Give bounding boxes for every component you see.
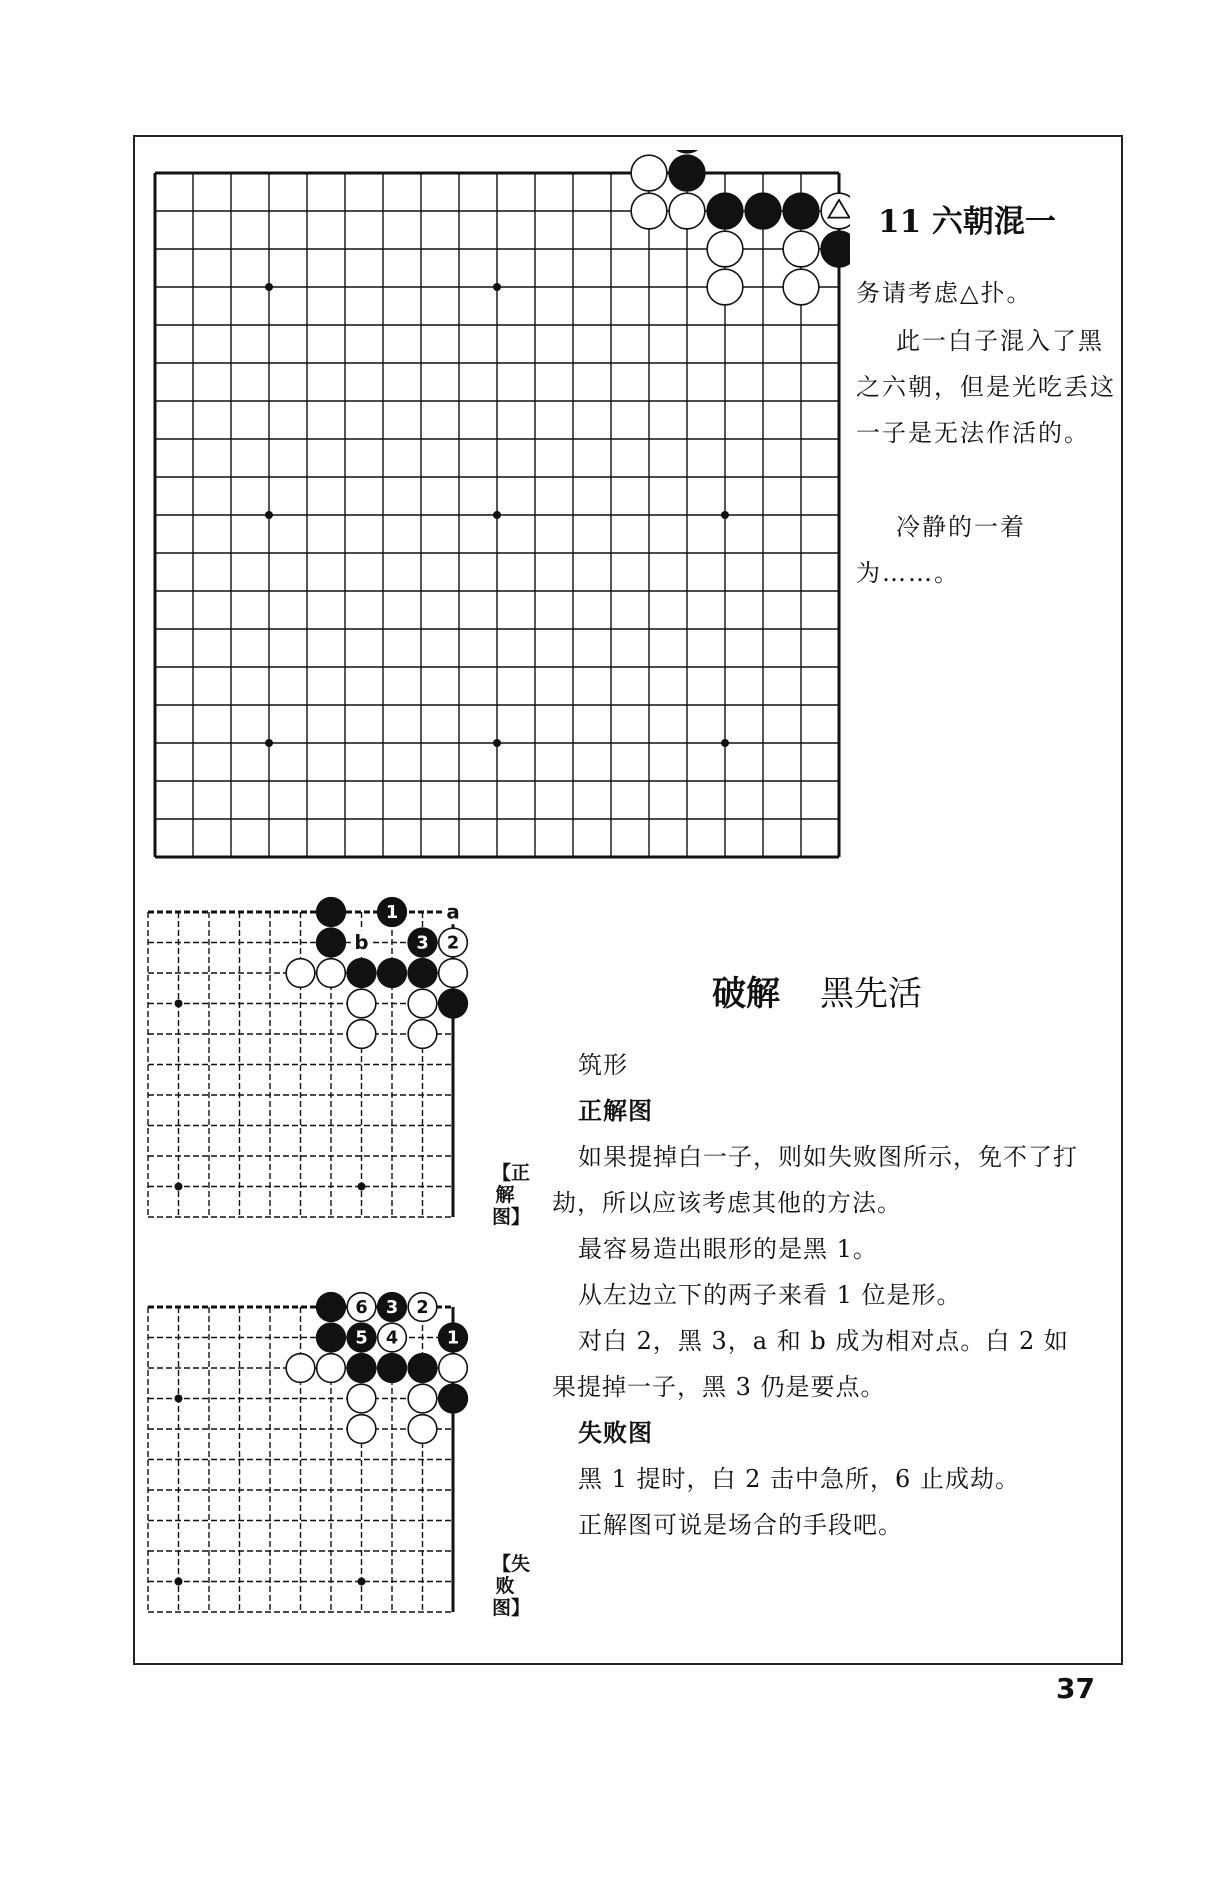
stone-disc	[408, 989, 437, 1018]
stone-disc	[317, 1323, 346, 1352]
white-stone	[669, 193, 705, 229]
stone-disc	[317, 898, 346, 927]
stone-disc	[378, 959, 407, 988]
black-stone	[439, 1384, 468, 1413]
stone-disc	[439, 1354, 468, 1383]
white-stone	[408, 989, 437, 1018]
white-stone	[286, 1354, 315, 1383]
white-stone	[707, 269, 743, 305]
black-stone	[347, 1354, 376, 1383]
white-stone	[439, 1354, 468, 1383]
solution-paragraph-1: 如果提掉白一子，则如失败图所示，免不了打劫，所以应该考虑其他的方法。	[552, 1143, 1078, 1217]
stone-disc	[783, 231, 819, 267]
white-stone	[317, 1354, 346, 1383]
stone-disc	[669, 155, 705, 191]
solution-task: 黑先活	[820, 974, 922, 1014]
black-stone	[707, 193, 743, 229]
problem-intro: 务请考虑△扑。	[856, 279, 1033, 307]
white-stone	[821, 193, 850, 229]
stone-disc	[347, 1415, 376, 1444]
stone-disc	[707, 231, 743, 267]
stone-number: 1	[446, 1328, 460, 1349]
star-point	[358, 1578, 366, 1586]
failure-diagram-board	[145, 1290, 490, 1660]
failure-diagram-label: 【失败图】	[492, 1553, 531, 1619]
star-point	[175, 1000, 183, 1008]
white-stone	[347, 1415, 376, 1444]
star-point	[358, 1183, 366, 1191]
black-stone	[439, 1323, 468, 1352]
star-point	[721, 739, 729, 747]
black-stone	[317, 1323, 346, 1352]
white-stone	[783, 231, 819, 267]
solution-heading	[712, 966, 922, 1015]
white-stone	[707, 231, 743, 267]
stone-disc	[347, 1020, 376, 1049]
white-stone	[347, 989, 376, 1018]
white-stone	[783, 269, 819, 305]
stone-disc	[707, 269, 743, 305]
star-point	[493, 511, 501, 519]
solution-paragraph-3: 从左边立下的两子来看 1 位是形。	[578, 1281, 962, 1309]
black-stone	[317, 1293, 346, 1322]
black-stone	[439, 989, 468, 1018]
shape-label: 筑形	[578, 1051, 628, 1079]
solution-heading-text: 破解	[712, 974, 780, 1014]
stone-disc	[631, 193, 667, 229]
black-stone	[745, 193, 781, 229]
black-stone	[317, 898, 346, 927]
problem-board	[140, 150, 850, 860]
stone-number: 3	[416, 933, 429, 954]
stone-disc	[669, 150, 705, 153]
solution-paragraph-4: 对白 2，黑 3，a 和 b 成为相对点。白 2 如果提掉一子，黑 3 仍是要点。	[552, 1327, 1069, 1401]
white-stone	[347, 1020, 376, 1049]
stone-disc	[821, 231, 850, 267]
stone-disc	[408, 1415, 437, 1444]
star-point	[265, 511, 273, 519]
stone-disc	[408, 1020, 437, 1049]
white-stone	[347, 1293, 376, 1322]
black-stone	[408, 1354, 437, 1383]
point-letter: b	[354, 931, 369, 955]
stone-disc	[317, 959, 346, 988]
stone-disc	[317, 1293, 346, 1322]
stone-disc	[347, 1384, 376, 1413]
star-point	[175, 1395, 183, 1403]
black-stone	[347, 959, 376, 988]
stone-disc	[378, 1354, 407, 1383]
stone-number: 4	[385, 1328, 399, 1349]
white-stone	[286, 959, 315, 988]
stone-disc	[347, 1354, 376, 1383]
page-number: 37	[1056, 1672, 1095, 1705]
white-stone	[347, 1384, 376, 1413]
stone-disc	[347, 989, 376, 1018]
stone-disc	[707, 193, 743, 229]
stone-disc	[439, 959, 468, 988]
stone-disc	[408, 1384, 437, 1413]
white-stone	[439, 928, 468, 957]
stone-disc	[439, 1384, 468, 1413]
stone-disc	[745, 193, 781, 229]
stone-disc	[347, 959, 376, 988]
black-stone	[408, 928, 437, 957]
white-stone	[631, 155, 667, 191]
failure-heading: 失败图	[578, 1418, 653, 1447]
solution-paragraph-2: 最容易造出眼形的是黑 1。	[578, 1235, 878, 1263]
solution-paragraph-6: 正解图可说是场合的手段吧。	[578, 1511, 903, 1539]
star-point	[493, 739, 501, 747]
stone-disc	[286, 959, 315, 988]
stone-number: 1	[385, 903, 399, 924]
stone-number: 6	[355, 1298, 368, 1319]
star-point	[265, 739, 273, 747]
white-stone	[631, 193, 667, 229]
white-stone	[408, 1415, 437, 1444]
stone-number: 2	[446, 933, 460, 954]
stone-disc	[317, 1354, 346, 1383]
stone-number: 2	[416, 1298, 429, 1319]
white-stone	[439, 959, 468, 988]
star-point	[175, 1183, 183, 1191]
point-letter: a	[446, 900, 460, 924]
white-stone	[317, 959, 346, 988]
black-stone	[669, 155, 705, 191]
stone-disc	[408, 1354, 437, 1383]
white-stone	[408, 1020, 437, 1049]
stone-disc	[783, 269, 819, 305]
stone-disc	[286, 1354, 315, 1383]
black-stone	[378, 1354, 407, 1383]
star-point	[175, 1578, 183, 1586]
correct-diagram-board	[145, 895, 490, 1265]
black-stone	[821, 231, 850, 267]
stone-disc	[317, 928, 346, 957]
black-stone	[347, 1323, 376, 1352]
stone-disc	[669, 193, 705, 229]
stone-number: 3	[385, 1298, 399, 1319]
star-point	[265, 283, 273, 291]
stone-number: 5	[355, 1328, 368, 1349]
black-stone	[408, 959, 437, 988]
white-stone	[408, 1384, 437, 1413]
problem-paragraph-1: 此一白子混入了黑之六朝，但是光吃丢这一子是无法作活的。	[856, 327, 1116, 447]
stone-disc	[439, 989, 468, 1018]
stone-disc	[408, 959, 437, 988]
problem-paragraph-2: 冷静的一着为……。	[856, 513, 1026, 587]
black-stone	[378, 898, 407, 927]
solution-paragraph-5: 黑 1 提时，白 2 击中急所，6 止成劫。	[578, 1465, 1020, 1493]
black-stone	[317, 928, 346, 957]
white-stone	[408, 1293, 437, 1322]
correct-diagram-label: 【正解图】	[492, 1162, 531, 1228]
white-stone	[378, 1323, 407, 1352]
stone-disc	[631, 155, 667, 191]
black-stone	[669, 150, 705, 153]
correct-heading: 正解图	[578, 1096, 653, 1125]
black-stone	[783, 193, 819, 229]
stone-disc	[783, 193, 819, 229]
star-point	[721, 511, 729, 519]
star-point	[493, 283, 501, 291]
black-stone	[378, 959, 407, 988]
problem-title: 11 六朝混一	[878, 204, 1056, 240]
black-stone	[378, 1293, 407, 1322]
